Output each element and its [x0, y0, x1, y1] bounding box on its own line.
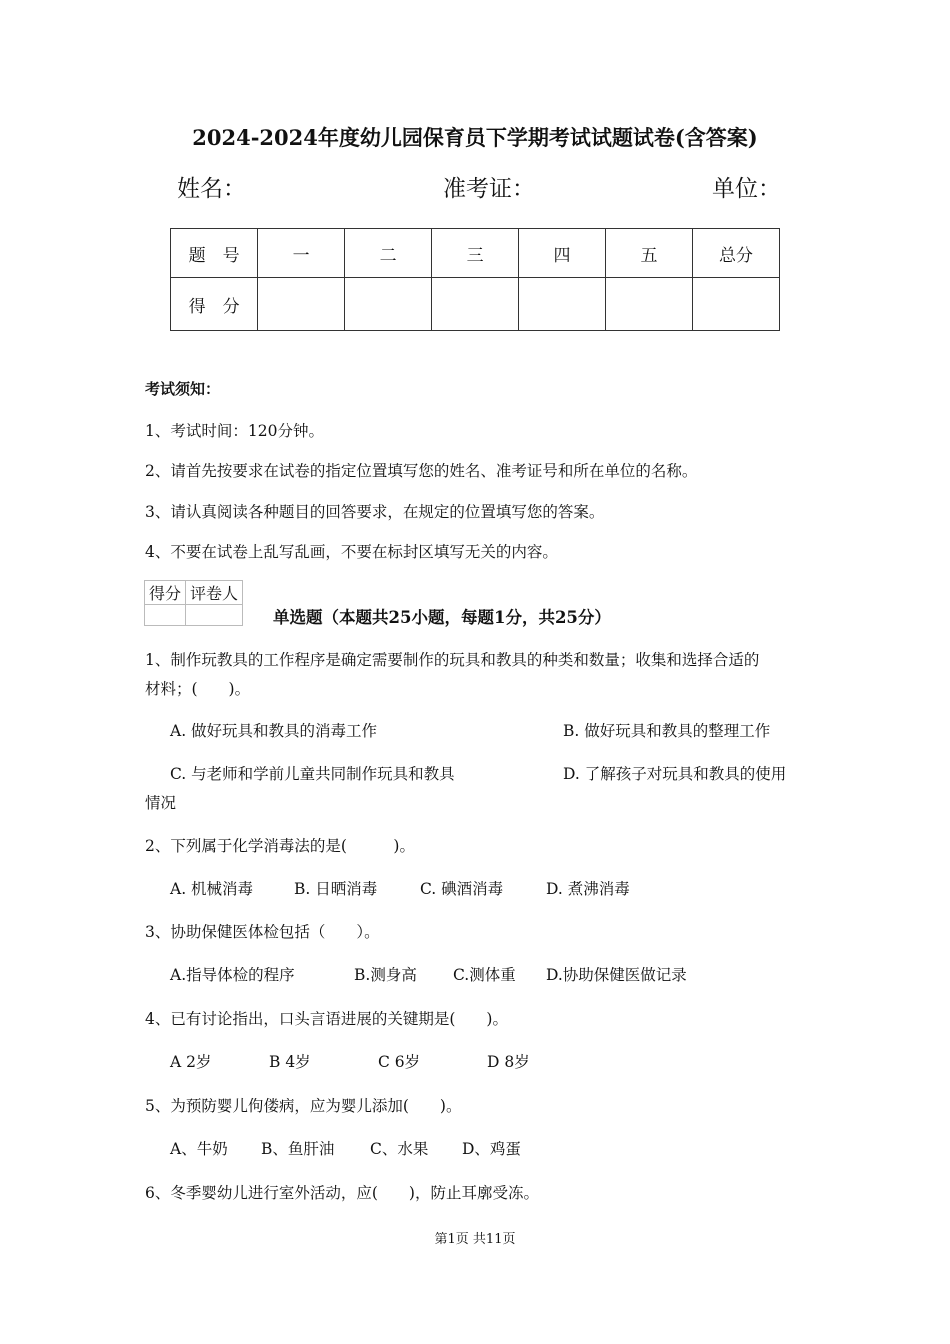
- grader-name-label: 评卷人: [186, 581, 243, 605]
- question-stem: 2、下列属于化学消毒法的是( )。: [145, 837, 415, 855]
- option: D. 了解孩子对玩具和教具的使用: [563, 765, 787, 783]
- notice-item: 4、不要在试卷上乱写乱画，不要在标封区填写无关的内容。: [145, 543, 558, 561]
- question-stem: 3、协助保健医体检包括（ ）。: [145, 923, 380, 941]
- option: A. 做好玩具和教具的消毒工作: [170, 722, 378, 740]
- option: D 8岁: [487, 1053, 530, 1071]
- option: C 6岁: [378, 1053, 421, 1071]
- option: C. 碘酒消毒: [420, 880, 504, 898]
- name-label: 姓名：: [177, 176, 246, 202]
- option: B.测身高: [354, 966, 417, 984]
- option: C、水果: [370, 1140, 429, 1158]
- option: A.指导体检的程序: [170, 966, 295, 984]
- page-title: 2024-2024年度幼儿园保育员下学期考试试题试卷(含答案): [192, 125, 758, 150]
- question-stem: 1、制作玩教具的工作程序是确定需要制作的玩具和教具的种类和数量；收集和选择合适的: [145, 651, 760, 669]
- score-cell[interactable]: [345, 278, 432, 331]
- score-table-header-cell: 三: [432, 229, 519, 278]
- score-table-header-cell: 四: [519, 229, 606, 278]
- exam-number-label: 准考证：: [443, 176, 535, 202]
- option: D、鸡蛋: [462, 1140, 521, 1158]
- question-stem: 材料；( )。: [145, 680, 251, 698]
- score-cell[interactable]: [258, 278, 345, 331]
- grader-score-cell[interactable]: [145, 605, 186, 626]
- option: A、牛奶: [170, 1140, 228, 1158]
- unit-label: 单位：: [712, 176, 781, 202]
- score-table-header-cell: 二: [345, 229, 432, 278]
- score-table-header-cell: 五: [606, 229, 693, 278]
- option: B 4岁: [269, 1053, 311, 1071]
- score-cell[interactable]: [432, 278, 519, 331]
- page-footer: 第1页 共11页: [434, 1232, 516, 1247]
- notice-title: 考试须知：: [145, 380, 221, 398]
- score-table-header-cell: 题 号: [171, 229, 258, 278]
- option: B. 做好玩具和教具的整理工作: [563, 722, 771, 740]
- question-stem: 5、为预防婴儿佝偻病，应为婴儿添加( )。: [145, 1097, 462, 1115]
- score-table-score-row: [171, 278, 780, 331]
- option: A. 机械消毒: [170, 880, 254, 898]
- option-continuation: 情况: [145, 794, 177, 812]
- score-cell[interactable]: [692, 278, 779, 331]
- score-cell[interactable]: [519, 278, 606, 331]
- option: C.测体重: [453, 966, 516, 984]
- score-table-header-cell: 总分: [692, 229, 779, 278]
- option: C. 与老师和学前儿童共同制作玩具和教具: [170, 765, 455, 783]
- score-table: [170, 228, 780, 331]
- notice-item: 3、请认真阅读各种题目的回答要求，在规定的位置填写您的答案。: [145, 503, 605, 521]
- grader-score-label: 得分: [145, 581, 186, 605]
- notice-item: 1、考试时间：120分钟。: [145, 422, 324, 440]
- score-row-label: 得 分: [171, 278, 258, 331]
- section-title: 单选题（本题共25小题，每题1分，共25分）: [273, 608, 611, 627]
- notice-item: 2、请首先按要求在试卷的指定位置填写您的姓名、准考证号和所在单位的名称。: [145, 462, 698, 480]
- question-stem: 4、已有讨论指出，口头言语进展的关键期是( )。: [145, 1010, 508, 1028]
- option: B、鱼肝油: [261, 1140, 335, 1158]
- score-table-header-row: [171, 229, 780, 278]
- question-stem: 6、冬季婴幼儿进行室外活动，应( )，防止耳廓受冻。: [145, 1184, 539, 1202]
- option: A 2岁: [170, 1053, 212, 1071]
- option: B. 日晒消毒: [294, 880, 378, 898]
- option: D.协助保健医做记录: [546, 966, 687, 984]
- grader-table: [144, 580, 243, 626]
- score-cell[interactable]: [606, 278, 693, 331]
- grader-name-cell[interactable]: [186, 605, 243, 626]
- score-table-header-cell: 一: [258, 229, 345, 278]
- option: D. 煮沸消毒: [546, 880, 630, 898]
